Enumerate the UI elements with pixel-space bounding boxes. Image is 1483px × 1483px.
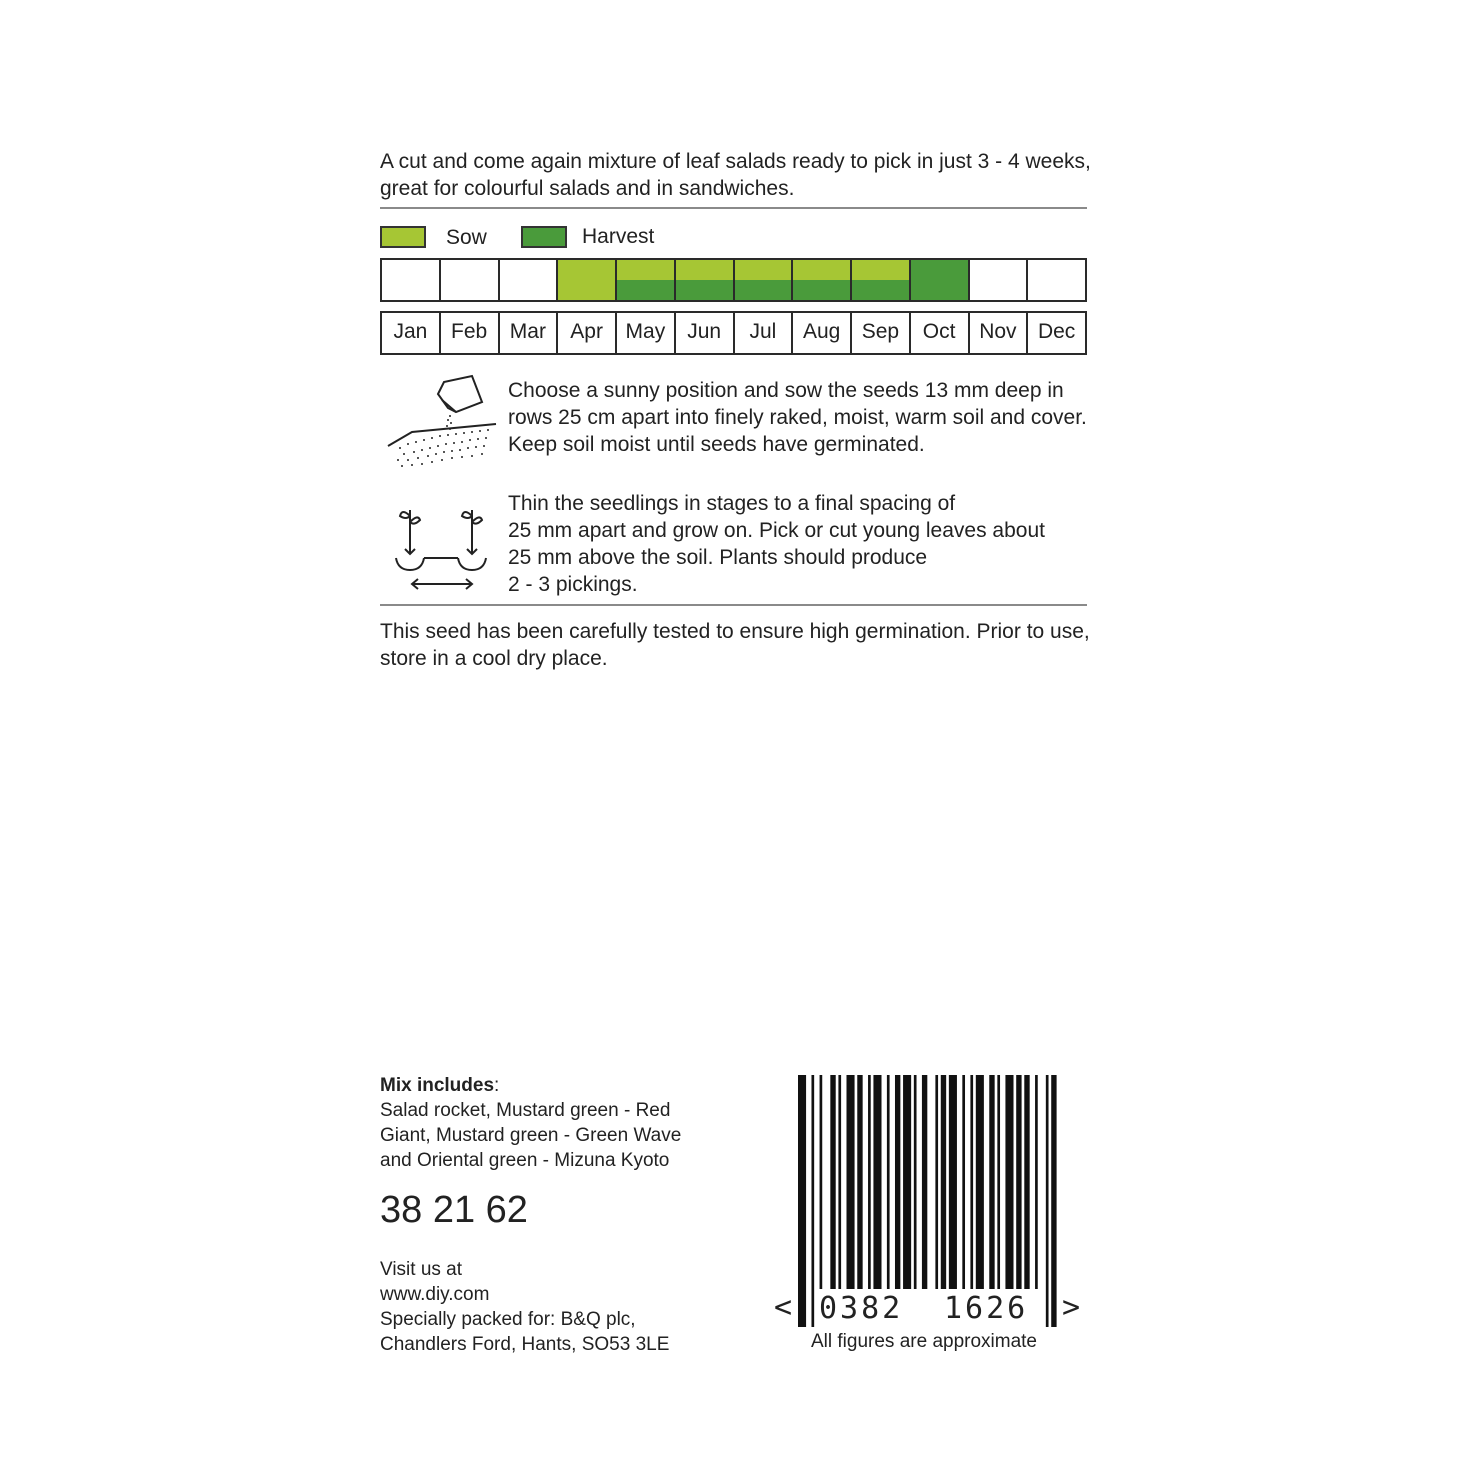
barcode-bar bbox=[846, 1075, 854, 1289]
barcode-left-bracket: < bbox=[774, 1290, 793, 1325]
thinning-line: Thin the seedlings in stages to a final spacing of bbox=[508, 492, 956, 515]
barcode-bar bbox=[903, 1075, 911, 1289]
barcode-bar bbox=[1016, 1075, 1021, 1289]
barcode-bar bbox=[830, 1075, 835, 1289]
mix-line: Giant, Mustard green - Green Wave bbox=[380, 1125, 682, 1146]
barcode-bar bbox=[976, 1075, 984, 1289]
calendar-cell-feb bbox=[441, 260, 500, 300]
calendar-cell-oct bbox=[911, 260, 970, 300]
harvest-legend-swatch bbox=[521, 226, 567, 248]
mix-heading-suffix: : bbox=[494, 1075, 500, 1096]
barcode-bar bbox=[914, 1075, 917, 1289]
divider-bottom bbox=[380, 604, 1087, 606]
barcode-bar bbox=[941, 1075, 946, 1289]
product-code: 38 21 62 bbox=[380, 1189, 528, 1231]
storage-note: This seed has been carefully tested to ensure high germination. Prior to use, store in a cool dry place. bbox=[380, 620, 1090, 670]
barcode-bar bbox=[1035, 1075, 1038, 1289]
barcode-bar bbox=[1046, 1075, 1049, 1327]
calendar-cell-aug bbox=[793, 260, 852, 300]
harvest-bar bbox=[617, 280, 674, 300]
barcode-bar bbox=[798, 1075, 806, 1327]
harvest-legend-label: Harvest bbox=[582, 225, 655, 248]
harvest-bar bbox=[676, 280, 733, 300]
barcode-bar bbox=[1005, 1075, 1013, 1289]
sow-legend-swatch bbox=[380, 226, 426, 248]
sow-legend-label: Sow bbox=[446, 226, 487, 249]
calendar-cell-dec bbox=[1028, 260, 1085, 300]
calendar-cell-mar bbox=[500, 260, 559, 300]
harvest-bar bbox=[735, 280, 792, 300]
barcode-note: All figures are approximate bbox=[811, 1331, 1037, 1352]
month-label-mar: Mar bbox=[500, 313, 559, 353]
barcode bbox=[798, 1075, 1062, 1327]
month-label-feb: Feb bbox=[441, 313, 500, 353]
barcode-left-digits: 0382 bbox=[819, 1291, 904, 1326]
harvest-bar bbox=[793, 280, 850, 300]
mix-line: Salad rocket, Mustard green - Red bbox=[380, 1100, 671, 1121]
thinning-line: 25 mm apart and grow on. Pick or cut young leaves about bbox=[508, 519, 1045, 542]
month-label-apr: Apr bbox=[558, 313, 617, 353]
contact-line: Specially packed for: B&Q plc, bbox=[380, 1309, 636, 1330]
calendar-cell-may bbox=[617, 260, 676, 300]
barcode-right-digits: 1626 bbox=[944, 1291, 1029, 1326]
thinning-instructions bbox=[508, 490, 1098, 598]
barcode-bar bbox=[989, 1075, 994, 1289]
sow-bar bbox=[793, 260, 850, 280]
month-label-nov: Nov bbox=[970, 313, 1029, 353]
barcode-bar bbox=[820, 1075, 823, 1289]
contact-line: Visit us at bbox=[380, 1259, 463, 1280]
seedling-spacing-icon bbox=[392, 506, 492, 594]
sowing-calendar-grid bbox=[380, 258, 1087, 302]
barcode-bar bbox=[1024, 1075, 1029, 1289]
mix-includes bbox=[380, 1073, 720, 1173]
contact-line: www.diy.com bbox=[380, 1284, 490, 1305]
calendar-month-row bbox=[380, 311, 1087, 355]
month-label-aug: Aug bbox=[793, 313, 852, 353]
barcode-bar bbox=[1051, 1075, 1056, 1327]
barcode-bar bbox=[935, 1075, 938, 1289]
month-label-jun: Jun bbox=[676, 313, 735, 353]
calendar-cell-nov bbox=[970, 260, 1029, 300]
sow-bar bbox=[617, 260, 674, 280]
mix-heading: Mix includes bbox=[380, 1075, 495, 1096]
month-label-jul: Jul bbox=[735, 313, 794, 353]
contact-info bbox=[380, 1257, 720, 1357]
calendar-cell-jan bbox=[382, 260, 441, 300]
intro-text: A cut and come again mixture of leaf salads ready to pick in just 3 - 4 weeks, great for colourful salads and in sandwiches. bbox=[380, 150, 1091, 200]
month-label-sep: Sep bbox=[852, 313, 911, 353]
month-label-jan: Jan bbox=[382, 313, 441, 353]
divider-top bbox=[380, 207, 1087, 209]
month-label-may: May bbox=[617, 313, 676, 353]
barcode-bar bbox=[811, 1075, 814, 1327]
barcode-bar bbox=[997, 1075, 1000, 1289]
contact-line: Chandlers Ford, Hants, SO53 3LE bbox=[380, 1334, 670, 1355]
barcode-bar bbox=[868, 1075, 871, 1289]
sow-bar bbox=[852, 260, 909, 280]
sowing-instructions: Choose a sunny position and sow the seeds 13 mm deep in rows 25 cm apart into finely raked, moist, warm soil and cover. Keep soil moist until seeds have germinated. bbox=[508, 379, 1087, 456]
barcode-bar bbox=[887, 1075, 890, 1289]
month-label-dec: Dec bbox=[1037, 320, 1076, 343]
harvest-bar bbox=[852, 280, 909, 300]
barcode-bar bbox=[838, 1075, 841, 1289]
barcode-bar bbox=[873, 1075, 881, 1289]
mix-line: and Oriental green - Mizuna Kyoto bbox=[380, 1150, 670, 1171]
barcode-right-bracket: > bbox=[1062, 1290, 1081, 1325]
thinning-line: 25 mm above the soil. Plants should produce bbox=[508, 546, 928, 569]
thinning-line: 2 - 3 pickings. bbox=[508, 573, 638, 596]
barcode-bar bbox=[970, 1075, 973, 1289]
sow-bar bbox=[676, 260, 733, 280]
calendar-cell-jul bbox=[735, 260, 794, 300]
month-label-oct: Oct bbox=[911, 313, 970, 353]
barcode-bar bbox=[895, 1075, 900, 1289]
barcode-bar bbox=[922, 1075, 927, 1289]
barcode-bar bbox=[962, 1075, 965, 1289]
sowing-seeds-icon bbox=[386, 372, 498, 472]
calendar-cell-apr bbox=[558, 260, 617, 300]
barcode-bar bbox=[857, 1075, 862, 1289]
calendar-cell-jun bbox=[676, 260, 735, 300]
sow-bar bbox=[735, 260, 792, 280]
barcode-bar bbox=[949, 1075, 957, 1289]
mix-heading-line bbox=[380, 1073, 720, 1098]
calendar-cell-sep bbox=[852, 260, 911, 300]
